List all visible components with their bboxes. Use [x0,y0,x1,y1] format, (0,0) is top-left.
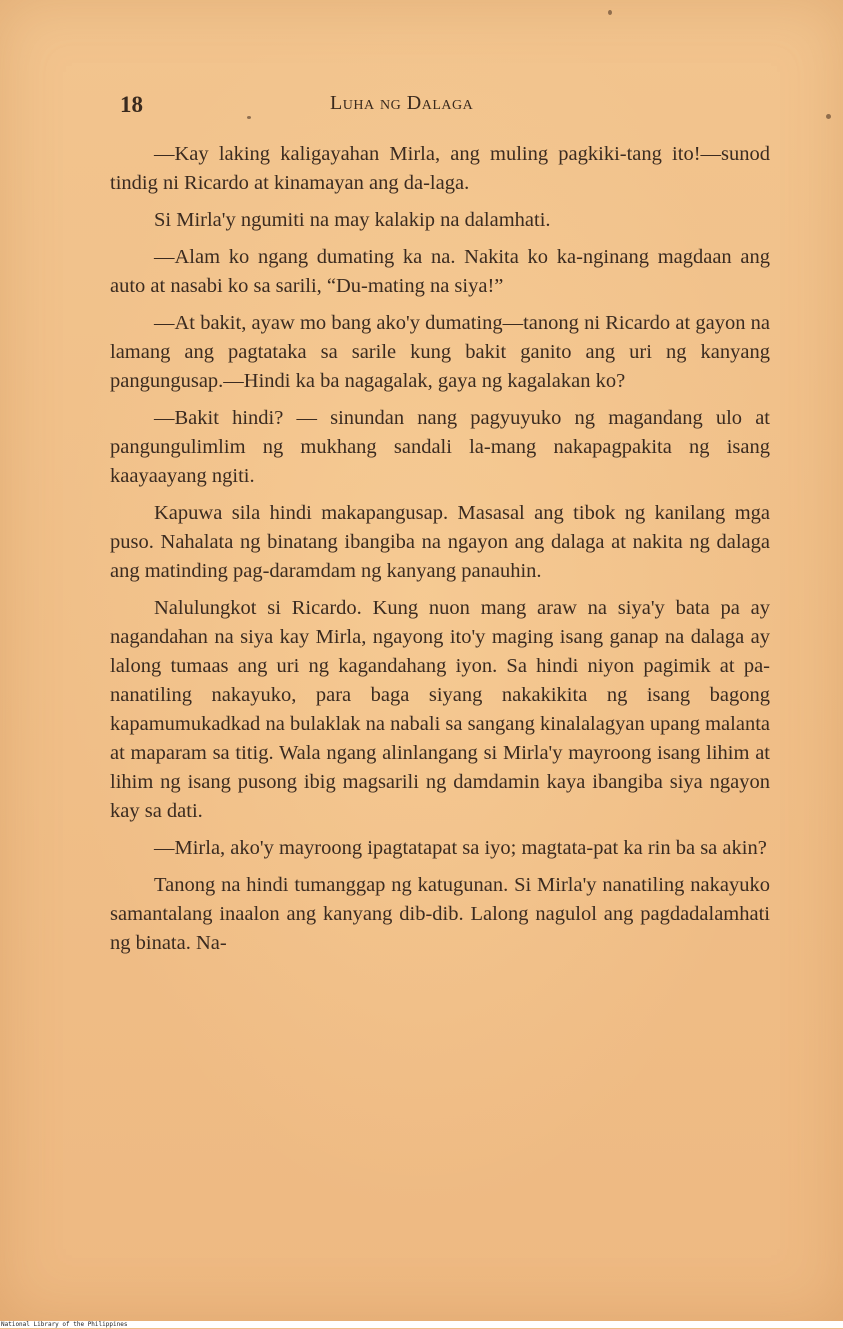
library-credit: National Library of the Philippines [1,1321,128,1328]
paragraph: Kapuwa sila hindi makapangusap. Masasal ang tibok ng kanilang mga puso. Nahalata ng binatang ibangiba na ngayon ang dalaga at nakita ng dalaga ang matinding pag-daramdam ng kanyang panauhin. [110,502,770,582]
page-header [120,92,770,122]
body-text [110,140,770,966]
paragraph: —Mirla, ako'y mayroong ipagtatapat sa iyo; magtata-pat ka rin ba sa akin? [154,837,767,859]
scan-footer [0,1321,843,1328]
page-number: 18 [120,92,143,117]
paragraph: Si Mirla'y ngumiti na may kalakip na dalamhati. [154,209,551,231]
paragraph: Tanong na hindi tumanggap ng katugunan. Si Mirla'y nanatiling nakayuko samantalang inaalon ang kanyang dib-dib. Lalong nagulol ang pagdadalamhati ng binata. Na- [110,874,770,954]
running-title: Luha ng Dalaga [330,92,474,114]
ink-speck [826,114,831,119]
paragraph: —At bakit, ayaw mo bang ako'y dumating—tanong ni Ricardo at gayon na lamang ang pagtataka sa sarile kung bakit ganito ang uri ng kanyang pangungusap.—Hindi ka ba nagagalak, gaya ng kagalakan ko? [110,312,770,392]
paragraph: —Alam ko ngang dumating ka na. Nakita ko ka-nginang magdaan ang auto at nasabi ko sa sarili, “Du-mating na siya!” [110,246,770,297]
ink-speck [608,10,612,15]
paragraph: —Bakit hindi? — sinundan nang pagyuyuko ng magandang ulo at pangungulimlim ng mukhang sandali la-mang nakapagpakita ng isang kaayaayang ngiti. [110,407,770,487]
paragraph: —Kay laking kaligayahan Mirla, ang muling pagkiki-tang ito!—sunod tindig ni Ricardo at kinamayan ang da-laga. [110,143,770,194]
paragraph: Nalulungkot si Ricardo. Kung nuon mang araw na siya'y bata pa ay nagandahan na siya kay Mirla, ngayong ito'y maging isang ganap na dalaga ay lalong tumaas ang uri ng kagandahang iyon. Sa hindi niyon pagimik at pa-nanatiling nakayuko, para baga siyang nakakikita ng isang bagong kapamumukadkad na bulaklak na nabali sa sangang kinalalagyan upang malanta at maparam sa titig. Wala ngang alinlangang si Mirla'y mayroong isang lihim at lihim ng isang pusong ibig magsarili ng damdamin kaya ibangiba siya ngayon kay sa dati. [110,597,770,822]
